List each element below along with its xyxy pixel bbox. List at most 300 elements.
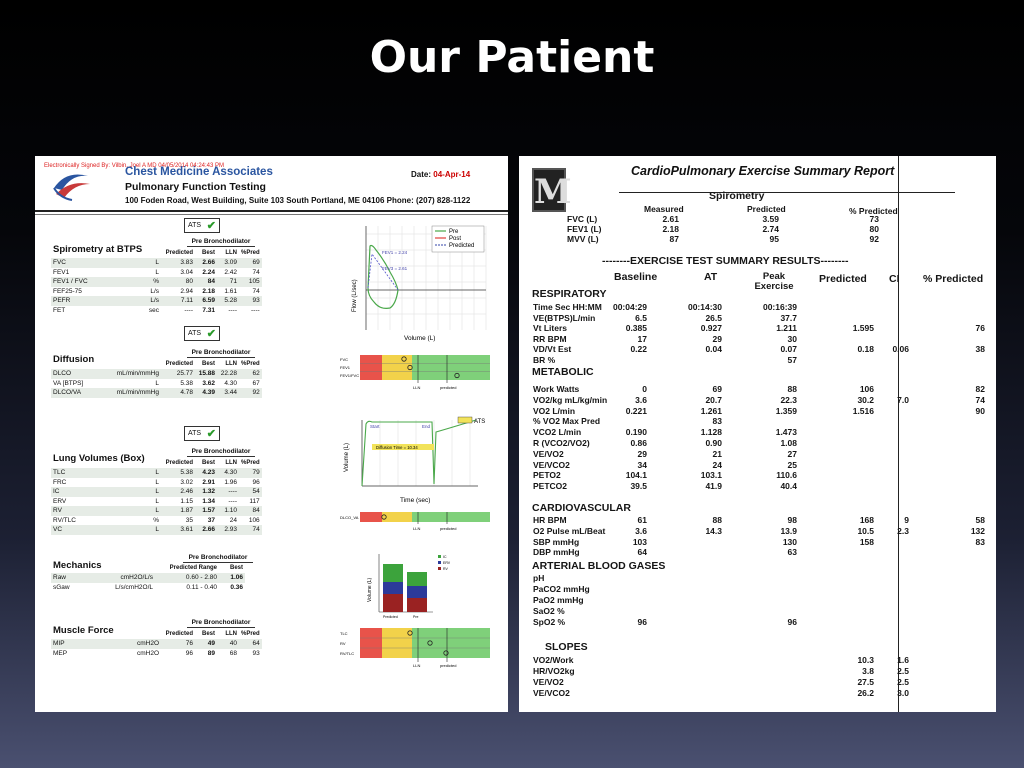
col-header: Predicted [165,361,193,367]
row-name: MEP [53,649,68,657]
row-unit: % [153,516,159,524]
row-unit: cmH2O [106,639,161,649]
ex-row-at: 83 [712,416,722,427]
ex-row-at: 29 [712,333,722,344]
diffusion-time-label: Diffusion Time = 10.34 [376,445,418,450]
mechanics-table [51,563,245,592]
diffusion-xlabel: Time (sec) [400,497,431,504]
col-name [51,629,106,639]
spiro-col-pct: % Predicted [849,206,898,216]
slope-row-name: VO2/Work [533,655,574,665]
group-header: Pre Bronchodilator [183,554,253,563]
table-row [51,639,262,649]
ex-col-peak: Peak Exercise [754,271,794,292]
slope-row-name: VE/VO2 [533,677,564,687]
col-unit [96,359,161,369]
axis-lln: LLN [413,526,421,531]
col-name [51,248,111,258]
volume-bars-ylabel: Volume (L) [367,577,373,602]
ex-row-peak: 130 [782,536,797,547]
ats-label: ATS [188,330,202,337]
spiro-row-pct: 92 [869,234,879,244]
row-lln: 24 [229,516,237,524]
ex-row-at: 103.1 [700,470,722,481]
table-row [51,468,262,478]
ex-row-pct: 74 [975,394,985,405]
spiro-row-pct: 80 [869,224,879,234]
ex-row-name: Work Watts [533,384,580,394]
electronic-signature: Electronically Signed By: Vilbin, Joel A MD 04/05/2014 04:24:43 PM [44,163,224,169]
row-name: DLCO/VA [51,388,96,398]
ex-row-peak: 88 [787,384,797,394]
row-predicted: 3.61 [161,525,195,535]
row-lln: 1.61 [224,287,237,295]
row-predicted: 3.02 [180,478,193,486]
row-range: 0.11 - 0.40 [186,583,217,591]
row-unit: L/s/cmH2O/L [115,583,153,591]
ex-row-name: Vt Liters [533,323,568,333]
ex-row-predicted: 0.18 [857,344,874,354]
ats-label: ATS [188,222,202,229]
group-header: Pre Bronchodilator [187,238,255,247]
diffusion-legend: ATS [474,419,486,425]
ex-row-name: DBP mmHg [533,547,580,558]
row-unit: L [155,497,159,505]
table-row [51,306,262,316]
col-header: Predicted Range [169,565,217,571]
abg-row-name: PaCO2 mmHg [533,584,590,594]
row-unit: % [111,277,161,287]
ex-row-peak: 22.3 [780,394,797,405]
col-name [51,458,111,468]
abg-row-peak: 96 [787,617,797,627]
ex-row-at: 41.9 [705,481,722,492]
pft-report [35,156,508,712]
row-pct-pred: 106 [248,516,260,524]
axis-lln: LLN [413,385,421,390]
row-pct-pred: 105 [239,277,262,287]
table-row [51,296,262,306]
row-name: FEF25-75 [53,287,82,295]
ex-row-baseline: 0.86 [630,438,647,448]
cma-logo-icon [52,168,92,202]
ex-col-pct-predicted: % Predicted [923,273,984,285]
ex-row-at: 14.3 [705,525,722,536]
slope-row-ci: 3.0 [897,688,909,698]
col-header: Best [201,250,215,256]
row-unit: mL/min/mmHg [96,369,161,379]
row-unit: L/s [150,287,159,295]
row-name: MIP [51,639,106,649]
row-lln: 5.28 [217,296,239,306]
diffusion-end-label: End [422,424,431,429]
row-lln: 2.93 [217,525,239,535]
col-name [51,563,101,573]
row-unit: cmH2O [136,649,159,657]
lung-volumes-title: Lung Volumes (Box) [53,453,145,464]
table-row [51,525,262,535]
row-best: 7.31 [202,306,215,314]
row-predicted: 1.15 [180,497,193,505]
row-name: RV/TLC [53,516,76,524]
legend-erv: ERV [443,561,451,565]
ex-row-baseline: 0 [642,384,647,394]
date-label: Date: [411,170,432,179]
ex-row-baseline: 0.22 [630,344,647,354]
diffusion-time-chart [340,414,500,510]
check-icon: ✔ [206,328,216,340]
col-name [51,359,96,369]
row-lln: 22.28 [217,369,239,379]
ex-row-predicted: 1.595 [852,323,874,333]
row-best: 2.66 [195,258,217,268]
table-row [51,388,262,398]
row-lln: 1.96 [224,478,237,486]
ex-row-name: PETO2 [533,470,561,481]
col-header: %Pred [241,250,260,256]
table-header-row [51,359,262,369]
ex-row-name: VE(BTPS)L/min [533,312,596,323]
row-name: ERV [53,497,67,505]
ex-row-name: % VO2 Max Pred [533,416,601,427]
group-header: Pre Bronchodilator [187,349,255,358]
row-predicted: 4.78 [161,388,195,398]
ex-row-at: 0.04 [705,344,722,354]
slope-row-ci: 2.5 [897,666,909,676]
ex-row-at: 26.5 [705,312,722,323]
ex-row-pct: 83 [975,536,985,547]
row-predicted: 3.83 [161,258,195,268]
ex-row-baseline: 6.5 [635,312,647,323]
row-predicted: 76 [161,639,195,649]
ex-row-pct: 58 [975,515,985,525]
ex-row-name: VD/Vt Est [533,344,572,354]
row-unit: L [111,258,161,268]
ex-row-name: VCO2 L/min [533,427,582,438]
row-unit: L [111,525,161,535]
flow-volume-annotation: FEV3 = 2.61 [382,266,408,271]
ex-row-predicted: 158 [859,536,874,547]
col-unit [101,563,155,573]
col-unit [106,629,161,639]
ex-row-peak: 98 [787,515,797,525]
ex-row-name: SBP mmHg [533,536,580,547]
legend-predicted: Predicted [449,243,475,249]
volume-cat-predicted: Predicted [383,615,398,619]
ex-row-name: R (VCO2/VO2) [533,438,590,448]
col-header: LLN [225,460,237,466]
org-subtitle: Pulmonary Function Testing [125,181,266,193]
cardiovascular-title: CARDIOVASCULAR [532,502,631,514]
muscle-force-table [51,629,262,658]
ex-row-peak: 110.6 [776,470,797,481]
row-lln: 40 [217,639,239,649]
abg-row-name: pH [533,573,545,583]
diffusion-start-label: Start [370,424,380,429]
dlco-pct-bar [340,510,490,538]
row-lln: ---- [228,306,237,314]
row-predicted: 5.38 [180,379,193,387]
row-pct-pred: 117 [249,497,260,505]
bar-label-dlco: DLCO_VA [340,515,359,520]
ex-row-name: BR % [533,354,556,365]
row-best: 89 [207,649,215,657]
legend-post: Post [449,236,462,242]
row-best: 6.59 [195,296,217,306]
row-unit: cmH2O/L/s [101,573,155,583]
ex-row-name: HR BPM [533,515,567,525]
legend-rv: RV [443,567,448,571]
table-header-row [51,563,245,573]
lung-volumes-table [51,458,262,535]
row-best: 3.62 [202,379,215,387]
row-unit: L [111,468,161,478]
ex-row-peak: 0.07 [780,344,797,354]
row-unit: L [155,268,159,276]
ex-row-baseline: 0.221 [625,405,647,416]
flow-volume-annotation: FEV1 = 2.24 [382,250,408,255]
spiro-row-predicted: 2.74 [762,224,779,234]
row-pct-pred: ---- [251,306,260,314]
spiro-row-predicted: 3.59 [762,214,779,224]
row-lln: ---- [217,487,239,497]
row-lln: 3.09 [217,258,239,268]
row-best: 2.91 [202,478,215,486]
spirometry-section-title: Spirometry [709,190,765,202]
ex-row-name: PETCO2 [533,481,568,492]
diffusion-table [51,359,262,398]
row-lln: 2.42 [224,268,237,276]
col-header: LLN [225,631,237,637]
row-best: 1.32 [195,487,217,497]
row-predicted: 35 [185,516,193,524]
row-name: DLCO [51,369,96,379]
cpet-title: CardioPulmonary Exercise Summary Report [631,164,895,178]
col-header: LLN [225,250,237,256]
row-pct-pred: 79 [239,468,262,478]
axis-predicted: predicted [440,526,457,531]
row-best: 0.36 [230,583,243,591]
row-best: 4.23 [195,468,217,478]
axis-predicted: predicted [440,663,457,668]
ex-row-pct: 90 [975,405,985,416]
row-best: 2.66 [195,525,217,535]
diffusion-ylabel: Volume (L) [344,442,350,472]
row-predicted: ---- [184,306,193,314]
row-name: PEFR [51,296,111,306]
row-best: 4.39 [195,388,217,398]
table-row [51,268,262,278]
ex-row-at: 0.90 [705,438,722,448]
ex-row-at: 00:14:30 [687,302,722,312]
table-row [51,379,262,389]
mv-logo-icon: M [532,168,566,212]
col-header: LLN [225,361,237,367]
table-row [51,287,262,297]
row-predicted: 1.87 [161,506,195,516]
ex-row-ci: 0.06 [892,344,909,354]
col-header: %Pred [241,460,260,466]
spiro-row-name: MVV (L) [567,234,599,244]
ex-row-predicted: 10.5 [857,525,874,536]
row-pct-pred: 62 [239,369,262,379]
date-value: 04-Apr-14 [433,170,471,179]
row-predicted: 25.77 [161,369,195,379]
slope-row-predicted: 27.5 [857,677,874,687]
row-pct-pred: 74 [252,287,260,295]
row-predicted: 2.46 [161,487,195,497]
row-unit: sec [148,306,159,314]
ex-col-at: AT [704,271,718,283]
slopes-title: SLOPES [545,641,588,653]
col-header: Best [201,631,215,637]
row-predicted: 80 [161,277,195,287]
ex-col-baseline: Baseline [614,271,658,283]
table-row [51,497,262,507]
legend-pre: Pre [449,229,459,235]
ex-row-name: VO2 L/min [533,405,576,416]
mechanics-title: Mechanics [53,560,102,571]
spirometry-pct-bars [340,353,490,393]
ex-row-at: 0.927 [700,323,722,333]
group-header: Pre Bronchodilator [187,619,255,628]
lung-volume-pct-bars [340,626,490,670]
ex-row-name: O2 Pulse mL/Beat [533,525,606,536]
axis-predicted: predicted [440,385,457,390]
row-pct-pred: 84 [239,506,262,516]
metabolic-title: METABOLIC [532,366,594,378]
row-best: 2.18 [202,287,215,295]
row-pct-pred: 67 [252,379,260,387]
col-header: Best [201,460,215,466]
row-unit: L [111,506,161,516]
bar-label-fev1: FEV1 [340,365,351,370]
table-row [51,369,262,379]
exercise-section-title: --------EXERCISE TEST SUMMARY RESULTS-------- [602,255,849,267]
row-range: 0.60 - 2.80 [155,573,219,583]
muscle-force-title: Muscle Force [53,625,114,636]
ex-row-peak: 1.211 [776,323,797,333]
group-header: Pre Bronchodilator [187,448,255,457]
org-address: 100 Foden Road, West Building, Suite 103 South Portland, ME 04106 Phone: (207) 828-1122 [125,196,471,205]
row-name: VA [BTPS] [53,379,84,387]
row-name: RV [51,506,111,516]
slope-row-predicted: 26.2 [857,688,874,698]
ex-row-baseline: 3.6 [635,394,647,405]
row-pct-pred: 74 [239,525,262,535]
row-lln: 68 [229,649,237,657]
header-divider [35,210,508,212]
ex-row-baseline: 103 [632,536,647,547]
bar-label-fvc: FVC [340,357,348,362]
col-header: Predicted [165,250,193,256]
ex-row-name: Time Sec HH:MM [533,302,602,312]
ex-row-at: 69 [712,384,722,394]
row-lln: 4.30 [224,379,237,387]
slope-row-predicted: 3.8 [862,666,874,676]
row-unit: L/s [111,296,161,306]
row-name: FEV1 [53,268,70,276]
spiro-row-measured: 2.18 [662,224,679,234]
row-pct-pred: 93 [252,649,260,657]
table-row [51,516,262,526]
row-name: Raw [51,573,101,583]
row-unit: mL/min/mmHg [96,388,161,398]
ex-row-ci: 2.3 [897,525,909,536]
row-unit: L [111,487,161,497]
row-pct-pred: 64 [239,639,262,649]
ex-row-peak: 25 [787,459,797,470]
row-lln: 3.44 [217,388,239,398]
abg-row-baseline: 96 [637,617,647,627]
row-predicted: 2.94 [180,287,193,295]
row-name: IC [51,487,111,497]
col-header: Best [229,565,243,571]
abg-row-name: SpO2 % [533,617,566,627]
ex-row-baseline: 29 [637,448,647,459]
ex-row-predicted: 1.516 [852,405,874,416]
table-row [51,573,245,583]
row-best: 15.88 [195,369,217,379]
slope-row-name: VE/VCO2 [533,688,570,698]
ex-row-name: VO2/kg mL/kg/min [533,394,608,405]
spiro-col-measured: Measured [644,204,684,214]
slope-row-predicted: 10.3 [857,655,874,665]
ex-row-baseline: 0.190 [625,427,647,438]
row-predicted: 7.11 [161,296,195,306]
row-pct-pred: 93 [239,296,262,306]
row-predicted: 3.04 [180,268,193,276]
diffusion-title: Diffusion [53,354,95,365]
table-row [51,649,262,659]
table-row [51,258,262,268]
flow-volume-ylabel: Flow (L/sec) [352,279,358,312]
ex-row-peak: 13.9 [780,525,797,536]
row-name: TLC [51,468,111,478]
spiro-row-predicted: 95 [769,234,779,244]
row-best: 2.24 [202,268,215,276]
row-lln: 4.30 [217,468,239,478]
col-unit [111,458,161,468]
ex-row-at: 24 [712,459,722,470]
col-header: Predicted [165,460,193,466]
ex-row-name: VE/VCO2 [533,459,570,470]
ex-row-name: VE/VO2 [533,448,564,459]
ex-row-baseline: 64 [637,547,647,558]
ex-row-peak: 00:16:39 [762,302,797,312]
ex-row-ci: 9 [904,515,909,525]
row-name: FET [53,306,66,314]
spirometry-title: Spirometry at BTPS [53,244,143,255]
bar-label-rvtlc: RV/TLC [340,651,355,656]
col-unit [111,248,161,258]
ex-row-pct: 76 [975,323,985,333]
abg-title: ARTERIAL BLOOD GASES [532,560,666,572]
check-icon: ✔ [206,428,216,440]
row-pct-pred: 92 [239,388,262,398]
table-row [51,487,262,497]
row-lln: ---- [228,497,237,505]
ex-row-predicted: 30.2 [857,394,874,405]
row-best: 37 [207,516,215,524]
ex-row-peak: 27 [787,448,797,459]
row-unit: L [155,478,159,486]
column-divider [898,156,899,712]
row-name: VC [51,525,111,535]
abg-row-name: PaO2 mmHg [533,595,584,605]
ex-row-baseline: 39.5 [630,481,647,492]
row-name: sGaw [53,583,70,591]
